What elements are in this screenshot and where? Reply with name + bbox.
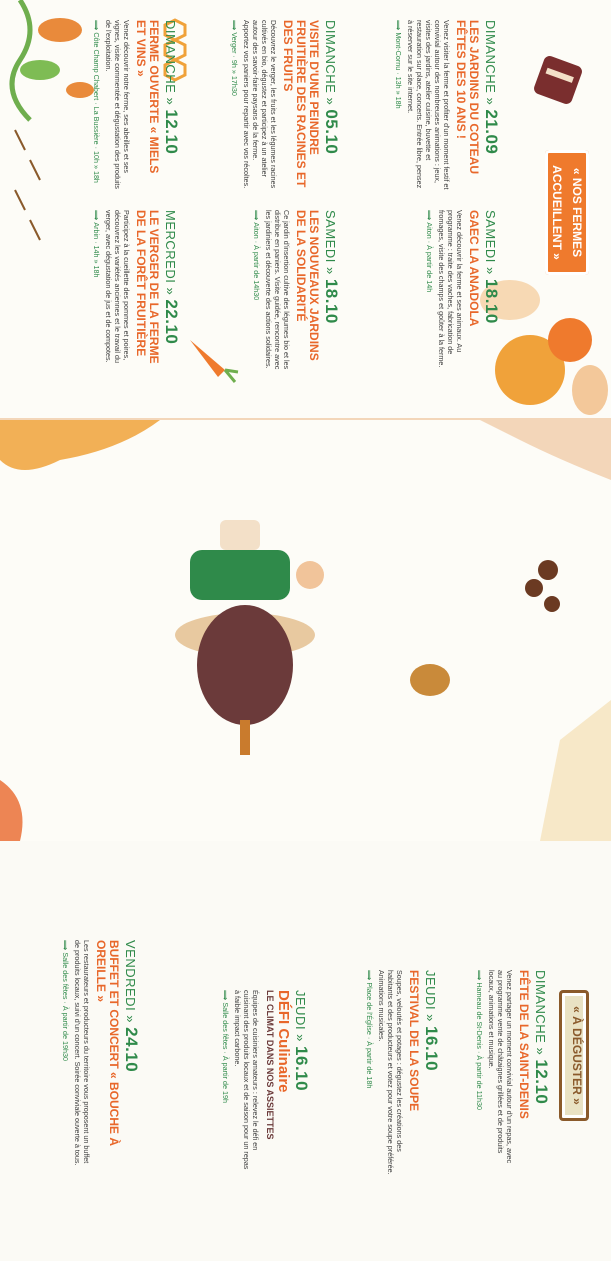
fermes-content <box>0 0 611 420</box>
event-day: MERCREDI » 22.10 <box>162 210 181 345</box>
event-title: FERME OUVERTE « MIELS ET VINS » <box>134 20 161 174</box>
event-day: DIMANCHE » 05.10 <box>322 20 341 155</box>
deguster-content <box>0 840 611 1261</box>
event-description: Découvrez le verger, les fruits et les légumes racines cultivés en bio, dégustez et participez à un atelier autour des savoir-faire paysans de la ferme. Apportez vos paniers pour repartir avec vos récoltes. <box>242 20 278 189</box>
event-info: ⟹ Aiton · À partir de 14h <box>425 210 434 293</box>
event-title: LE VERGER DE LA FERME DE LA FORÊT FRUITIÈRE <box>134 210 161 364</box>
event-foret-fruitiere <box>92 210 181 380</box>
event-description: Venez partager un moment convivial autour d'un repas, avec au programme vente de châtaignes grillées et de produits locaux, animations et musique. <box>487 970 514 1164</box>
event-info: ⟹ Verger · 9h » 17h30 <box>230 20 239 96</box>
event-title: DÉFI Culinaire <box>275 990 292 1093</box>
event-day: JEUDI » 16.10 <box>422 970 441 1072</box>
event-day: VENDREDI » 24.10 <box>122 940 141 1073</box>
event-miels-vins <box>92 20 181 190</box>
event-info: ⟹ Salle des fêtes · À partir de 19h <box>221 990 230 1103</box>
event-description: Ce jardin d'insertion cultive des légumes bio et les distribue en paniers. Visite guidée, rencontre avec les jardiniers et découverte des actions solidaires. <box>264 210 291 370</box>
event-day: SAMEDI » 18.10 <box>482 210 501 324</box>
event-title: VISITE D'UNE PEINDRE FRUITIÈRE DES RACINES ET DES FRUITS <box>281 20 321 188</box>
event-info: ⟹ Mont-Cornu · 13h » 18h <box>394 20 403 109</box>
event-description: Les restaurateurs et producteurs du territoire vous proposent un buffet de produits locaux, suivi d'un concert. Soirée conviviale ouverte à tous. <box>73 940 91 1166</box>
event-description: Venez découvrir la ferme et ses animaux. Au programme : traite des vaches, fabrication de fromages, visite des champs et goûter à la ferme. <box>437 210 464 368</box>
event-description: Participez à la cueillette des pommes et poires, découvrez les variétés anciennes et le travail du verger, avec dégustation de jus et de compotes. <box>104 210 131 364</box>
event-description: Venez découvrir notre ferme, ses abeilles et ses vignes, visite commentée et dégustation des produits de l'exploitation. <box>104 20 131 190</box>
event-day: DIMANCHE » 12.10 <box>162 20 181 155</box>
event-jardins-solidarite <box>252 210 341 380</box>
frying-pan-illustration <box>190 595 300 755</box>
event-description: Soupes, veloutés et potages : dégustez les créations des habitants et des producteurs et votez pour votre soupe préférée. Animations musicales. <box>377 970 404 1175</box>
banner-nos-fermes: « NOS FERMES ACCUEILLENT » <box>545 150 589 275</box>
event-saint-denis <box>475 970 551 1170</box>
event-day: JEUDI » 16.10 <box>292 990 311 1092</box>
event-title: LES NOUVEAUX JARDINS DE LA SOLIDARITÉ <box>294 210 321 361</box>
event-description: Équipes de cuisiniers amateurs : relevez le défi en cuisinant des produits locaux et de saison pour un repas à faible impact carbone. <box>233 990 260 1170</box>
banner-a-deguster: « À DÉGUSTER » <box>559 990 589 1121</box>
event-defi-culinaire <box>221 990 311 1170</box>
event-info: ⟹ Côte Champ Chabert · La Bussière · 10h » 18h <box>92 20 101 183</box>
event-day: SAMEDI » 18.10 <box>322 210 341 324</box>
event-day: DIMANCHE » 12.10 <box>532 970 551 1105</box>
event-buffet-concert <box>61 940 141 1170</box>
event-day: DIMANCHE » 21.09 <box>482 20 501 155</box>
event-jardins-coteau <box>394 20 501 190</box>
event-title: FESTIVAL DE LA SOUPE <box>407 970 421 1112</box>
event-title: LES JARDINS DU COTEAU FÊTES DES 10 ANS ! <box>454 20 481 175</box>
event-info: ⟹ Aiton · À partir de 14h30 <box>252 210 261 301</box>
panel-fermes <box>0 0 611 420</box>
event-title: FÊTE DE LA SAINT-DENIS <box>517 970 531 1119</box>
event-festival-soupe <box>365 970 441 1180</box>
event-info: ⟹ Hameau de St-Denis · À partir de 11h30 <box>475 970 484 1111</box>
event-info: ⟹ Arbin · 14h » 18h <box>92 210 101 278</box>
event-title: GAEC LA ANADOLA <box>467 210 481 327</box>
panel-deguster <box>0 420 611 1175</box>
event-racines-fruits <box>230 20 341 190</box>
event-info: ⟹ Salle des fêtes · À partir de 19h30 <box>61 940 70 1061</box>
event-description: Venez visiter la ferme et profiter d'un moment festif et convivial autour des nombreuses animations : jeux, visites des jardins, atelier cuisine, buvette et restauration sur place, concerts. Entrée libre, pensez à réserver sur le site internet. <box>406 20 451 190</box>
event-title: BUFFET ET CONCERT « BOUCHE À OREILLE » <box>94 940 121 1147</box>
event-anadola <box>425 210 501 380</box>
event-subtitle: LE CLIMAT DANS NOS ASSIETTES <box>265 990 275 1140</box>
event-info: ⟹ Place de l'Église · À partir de 18h <box>365 970 374 1089</box>
